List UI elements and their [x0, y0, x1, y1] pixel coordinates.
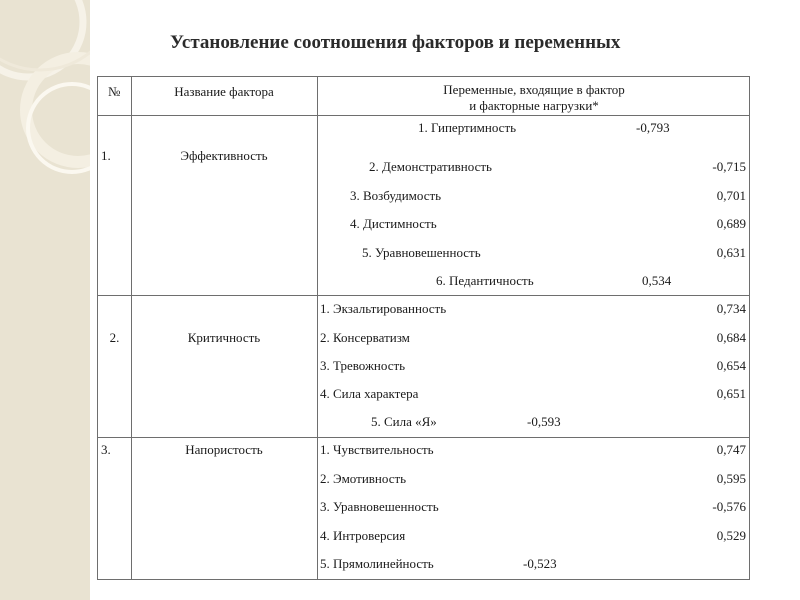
- variable-name: 2. Консерватизм: [320, 330, 410, 345]
- factor-load: 0,689: [716, 216, 746, 231]
- variable-name: 4. Дистимность: [350, 216, 437, 231]
- factor-load: -0,593: [527, 414, 561, 429]
- variable-name: 3. Тревожность: [320, 358, 406, 373]
- factor-load: 0,654: [716, 358, 746, 373]
- variable-name: 5. Сила «Я»: [371, 414, 437, 429]
- variable-name: 3. Уравновешенность: [320, 499, 439, 514]
- factor-load: 0,734: [716, 301, 746, 316]
- variable-name: 5. Прямолинейность: [320, 556, 434, 571]
- row-number: 2.: [109, 330, 120, 345]
- decorative-circles: [0, 0, 90, 600]
- column-divider: [317, 77, 318, 579]
- row-divider: [98, 295, 749, 296]
- factor-load: 0,534: [642, 273, 672, 288]
- variable-name: 2. Демонстративность: [369, 159, 492, 174]
- header-factor: Название фактора: [174, 84, 274, 99]
- row-number: 3.: [101, 442, 111, 457]
- variable-name: 4. Интроверсия: [320, 528, 406, 543]
- factor-load: 0,701: [716, 188, 746, 203]
- factor-name: Критичность: [187, 330, 261, 345]
- page-title: Установление соотношения факторов и переменных: [170, 32, 621, 53]
- variable-name: 5. Уравновешенность: [362, 245, 481, 260]
- factor-name: Напористость: [185, 442, 263, 457]
- row-divider: [98, 115, 749, 116]
- factor-load: 0,747: [716, 442, 746, 457]
- header-variables-line1: Переменные, входящие в фактор: [443, 82, 625, 97]
- factor-name: Эффективность: [180, 148, 268, 163]
- factor-load: -0,715: [712, 159, 746, 174]
- variable-name: 6. Педантичность: [436, 273, 534, 288]
- factor-load: -0,523: [523, 556, 557, 571]
- header-variables-line2: и факторные нагрузки*: [469, 98, 599, 113]
- factor-load: 0,631: [716, 245, 746, 260]
- factor-load: 0,595: [716, 471, 746, 486]
- factor-load: -0,576: [712, 499, 746, 514]
- factor-load: 0,651: [716, 386, 746, 401]
- variable-name: 1. Чувствительность: [320, 442, 434, 457]
- factor-load: -0,793: [636, 120, 670, 135]
- variable-name: 4. Сила характера: [320, 386, 419, 401]
- row-number: 1.: [101, 148, 111, 163]
- variable-name: 2. Эмотивность: [320, 471, 407, 486]
- factor-table: [97, 76, 750, 580]
- variable-name: 1. Гипертимность: [418, 120, 517, 135]
- variable-name: 1. Экзальтированность: [320, 301, 447, 316]
- header-num: №: [108, 84, 121, 99]
- factor-load: 0,684: [716, 330, 746, 345]
- factor-load: 0,529: [716, 528, 746, 543]
- row-divider: [98, 437, 749, 438]
- variable-name: 3. Возбудимость: [350, 188, 442, 203]
